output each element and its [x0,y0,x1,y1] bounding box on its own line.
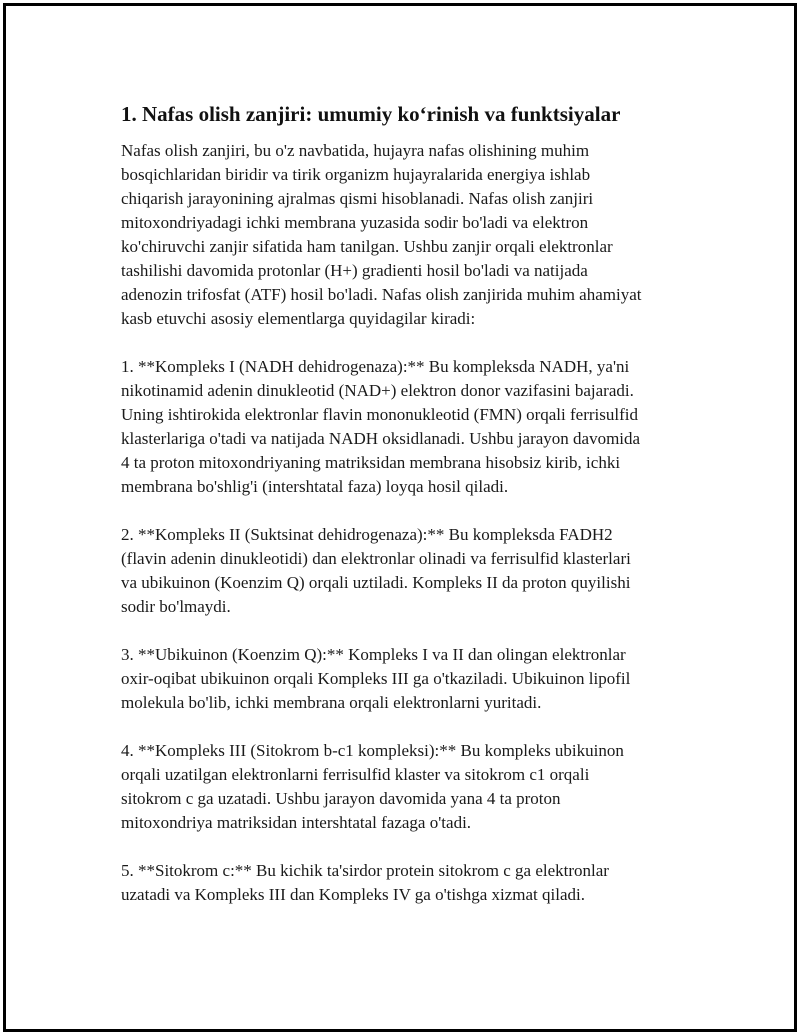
paragraph-complex-2: 2. **Kompleks II (Suktsinat dehidrogenaza):** Bu kompleksda FADH2 (flavin adenin dinukleotidi) dan elektronlar olinadi va ferrisulfid klasterlari va ubikuinon (Koenzim Q) orqali uztiladi. Kompleks II da proton quyilishi sodir bo'lmaydi. [121,525,631,616]
paragraph-intro: Nafas olish zanjiri, bu o'z navbatida, hujayra nafas olishining muhim bosqichlaridan biridir va tirik organizm hujayralarida energiya ishlab chiqarish jarayonining ajralmas qismi hisoblanadi. Nafas olish zanjiri mitoxondriyadagi ichki membrana yuzasida sodir bo'ladi va elektron ko'chiruvchi zanjir sifatida ham tanilgan. Ushbu zanjir orqali elektronlar tashilishi davomida protonlar (H+) gradienti hosil bo'ladi va natijada adenozin trifosfat (ATF) hosil bo'ladi. Nafas olish zanjirida muhim ahamiyat kasb etuvchi asosiy elementlarga quyidagilar kiradi: [121,141,642,328]
paragraph-ubiquinone: 3. **Ubikuinon (Koenzim Q):** Kompleks I va II dan olingan elektronlar oxir-oqibat ubikuinon orqali Kompleks III ga o'tkaziladi. Ubikuinon lipofil molekula bo'lib, ichki membrana orqali elektronlarni yuritadi. [121,645,631,712]
paragraph-cytochrome-c: 5. **Sitokrom c:** Bu kichik ta'sirdor protein sitokrom c ga elektronlar uzatadi va Kompleks III dan Kompleks IV ga o'tishga xizmat qiladi. [121,861,609,904]
section-title: 1. Nafas olish zanjiri: umumiy ko‘rinish va funktsiyalar [121,102,621,126]
paragraph-complex-3: 4. **Kompleks III (Sitokrom b-c1 kompleksi):** Bu kompleks ubikuinon orqali uzatilgan elektronlarni ferrisulfid klaster va sitokrom c1 orqali sitokrom c ga uzatadi. Ushbu jarayon davomida yana 4 ta proton mitoxondriya matriksidan intershtatal fazaga o'tadi. [121,741,624,832]
paragraph-complex-1: 1. **Kompleks I (NADH dehidrogenaza):** Bu kompleksda NADH, ya'ni nikotinamid adenin dinukleotid (NAD+) elektron donor vazifasini bajaradi. Uning ishtirokida elektronlar flavin mononukleotid (FMN) orqali ferrisulfid klasterlariga o'tadi va natijada NADH oksidlanadi. Ushbu jarayon davomida 4 ta proton mitoxondriyaning matriksidan membrana hisobsiz kirib, ichki membrana bo'shlig'i (intershtatal faza) loyqa hosil qiladi. [121,357,641,496]
page-frame [3,3,797,1032]
document-body [121,101,701,907]
